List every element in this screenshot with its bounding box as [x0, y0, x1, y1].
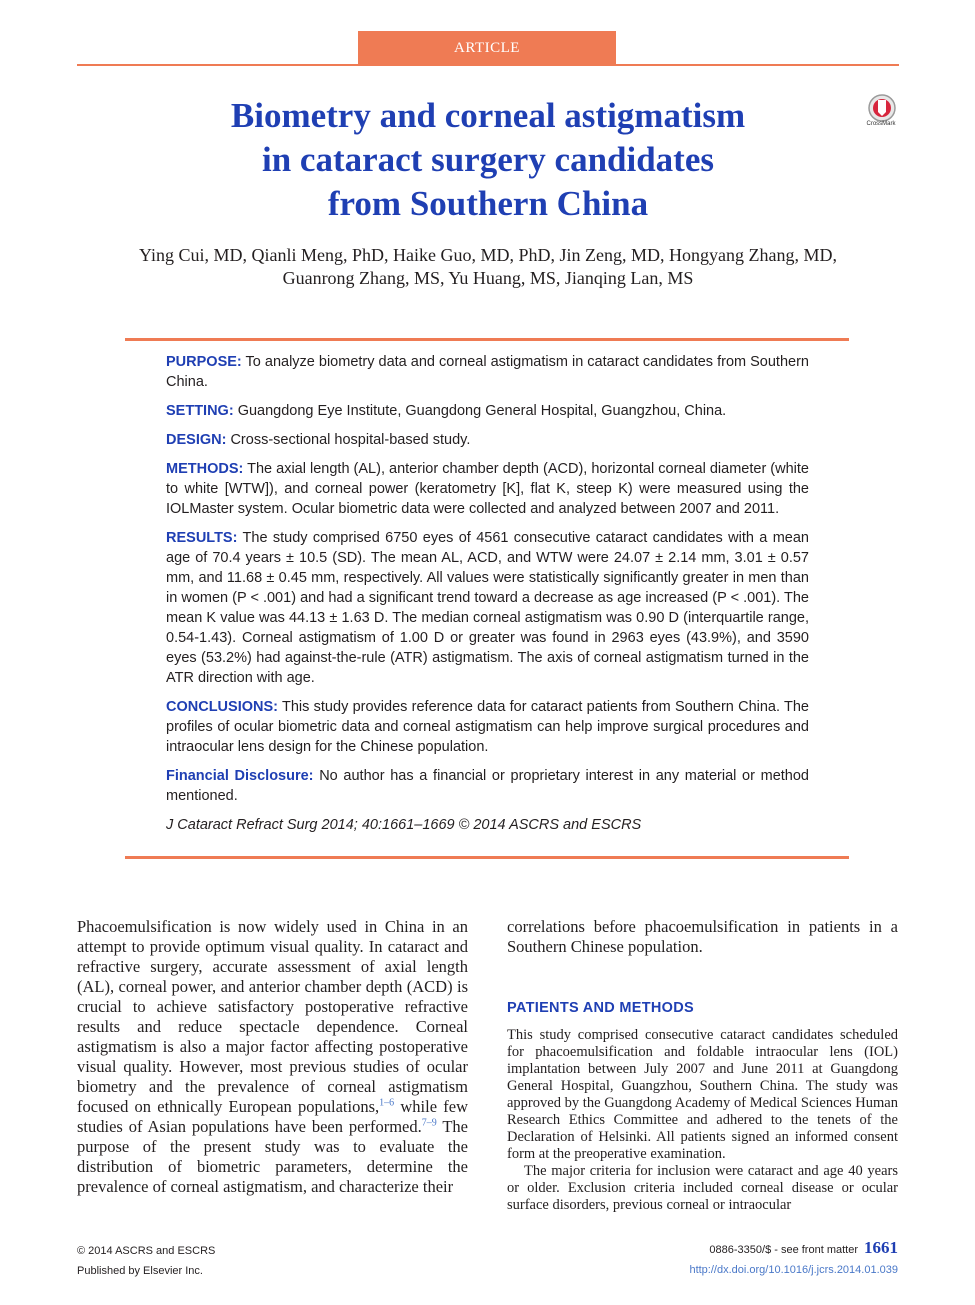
methods-paragraph-2: The major criteria for inclusion were cataract and age 40 years or older. Exclusion criteria included corneal disease or ocular surface disorders, previous corneal or intraocular [507, 1163, 898, 1213]
disclosure-label: Financial Disclosure: [166, 768, 314, 784]
abstract [166, 352, 809, 844]
intro-continuation: correlations before phacoemulsification in patients in a Southern Chinese population. [507, 917, 898, 956]
authors-line-2: Guanrong Zhang, MS, Yu Huang, MS, Jianqing Lan, MS [282, 268, 694, 288]
footer-left [77, 1241, 215, 1281]
results-label: RESULTS: [166, 530, 238, 546]
conclusions-text: This study provides reference data for cataract patients from Southern China. The profiles of ocular biometric data and corneal astigmatism can help improve surgical procedures and intraocular lens design for the Chinese population. [166, 699, 809, 755]
footer-issn: 0886-3350/$ - see front matter [709, 1244, 858, 1256]
abstract-setting [166, 401, 809, 421]
abstract-results [166, 528, 809, 688]
section-heading-patients-methods: PATIENTS AND METHODS [507, 1000, 694, 1016]
methods-text: The axial length (AL), anterior chamber depth (ACD), horizontal corneal diameter (white to white [WTW]), and corneal power (keratometry [K], flat K, steep K) were measured using the IOLMaster system. Ocular biometric data were collected and analyzed between 2007 and 2011. [166, 461, 809, 517]
intro-text-2: while few studies of Asian populations have been performed. [77, 1097, 468, 1136]
title-line-2: in cataract surgery candidates [261, 140, 714, 179]
abstract-conclusions [166, 697, 809, 757]
header-rule [77, 64, 899, 66]
footer-right [689, 1238, 898, 1280]
setting-label: SETTING: [166, 403, 234, 419]
body-right-column [507, 917, 898, 1214]
abstract-bottom-rule [125, 856, 849, 859]
title-line-3: from Southern China [327, 184, 649, 223]
abstract-top-rule [125, 338, 849, 341]
abstract-design [166, 430, 809, 450]
disclosure-text: No author has a financial or proprietary interest in any material or method mentioned. [166, 768, 809, 804]
abstract-purpose [166, 352, 809, 392]
article-type-tag: ARTICLE [358, 31, 616, 65]
conclusions-label: CONCLUSIONS: [166, 699, 278, 715]
page-number: 1661 [864, 1238, 898, 1257]
abstract-disclosure [166, 766, 809, 806]
authors-line-1: Ying Cui, MD, Qianli Meng, PhD, Haike Guo, MD, PhD, Jin Zeng, MD, Hongyang Zhang, MD, [139, 245, 837, 265]
author-list [80, 244, 896, 290]
title-line-1: Biometry and corneal astigmatism [230, 96, 746, 135]
purpose-text: To analyze biometry data and corneal astigmatism in cataract candidates from Southern China. [166, 354, 809, 390]
crossmark-label: CrossMark [866, 121, 896, 127]
doi-link[interactable]: http://dx.doi.org/10.1016/j.jcrs.2014.01.039 [689, 1264, 898, 1276]
intro-text-1: Phacoemulsification is now widely used in China in an attempt to provide optimum visual quality. In cataract and refractive surgery, accurate assessment of axial length (AL), corneal power, and anterior chamber depth (ACD) is crucial to achieve satisfactory postoperative refractive results and reduce spectacle dependence. Corneal astigmatism is also a major factor affecting postoperative visual quality. However, most previous studies of ocular biometry and the prevalence of corneal astigmatism focused on ethnically European populations, [77, 917, 468, 1116]
abstract-methods [166, 459, 809, 519]
article-title [150, 94, 826, 226]
intro-text-3: The purpose of the present study was to evaluate the distribution of biometric parameters, determine the prevalence of corneal astigmatism, and characterize their [77, 1117, 468, 1196]
design-text: Cross-sectional hospital-based study. [230, 432, 471, 448]
reference-link-1-6[interactable]: 1–6 [379, 1097, 395, 1109]
footer-publisher: Published by Elsevier Inc. [77, 1265, 203, 1277]
methods-paragraph-1: This study comprised consecutive cataract candidates scheduled for phacoemulsification and foldable intraocular lens (IOL) implantation between July 2007 and June 2011 at Guangdong General Hospital, Guangzhou, Southern China. The study was approved by the Guangdong Academy of Medical Sciences Human Research Ethics Committee and adhered to the tenets of the Declaration of Helsinki. All patients signed an informed consent form at the preoperative examination. [507, 1027, 898, 1162]
journal-citation: J Cataract Refract Surg 2014; 40:1661–1669 © 2014 ASCRS and ESCRS [166, 817, 642, 833]
body-left-column [77, 917, 468, 1197]
reference-link-7-9[interactable]: 7–9 [421, 1117, 437, 1129]
setting-text: Guangdong Eye Institute, Guangdong General Hospital, Guangzhou, China. [237, 403, 727, 419]
results-text: The study comprised 6750 eyes of 4561 consecutive cataract candidates with a mean age of 70.4 years ± 10.5 (SD). The mean AL, ACD, and WTW were 24.07 ± 2.14 mm, 3.01 ± 0.57 mm, and 11.68 ± 0.45 mm, respectively. All values were statistically significantly greater in men than in women (P < .001) and had a significant trend toward a decrease as age increased (P < .001). The mean K value was 44.13 ± 1.63 D. The median corneal astigmatism was 0.90 D (interquartile range, 0.54-1.43). Corneal astigmatism of 1.00 D or greater was found in 2963 eyes (43.9%), and 3590 eyes (53.2%) had against-the-rule (ATR) astigmatism. The axis of corneal astigmatism turned in the ATR direction with age. [166, 530, 809, 686]
design-label: DESIGN: [166, 432, 227, 448]
footer-copyright: © 2014 ASCRS and ESCRS [77, 1245, 216, 1257]
footer-issn-line [689, 1238, 898, 1260]
intro-paragraph [77, 917, 468, 1197]
methods-label: METHODS: [166, 461, 244, 477]
purpose-label: PURPOSE: [166, 354, 242, 370]
